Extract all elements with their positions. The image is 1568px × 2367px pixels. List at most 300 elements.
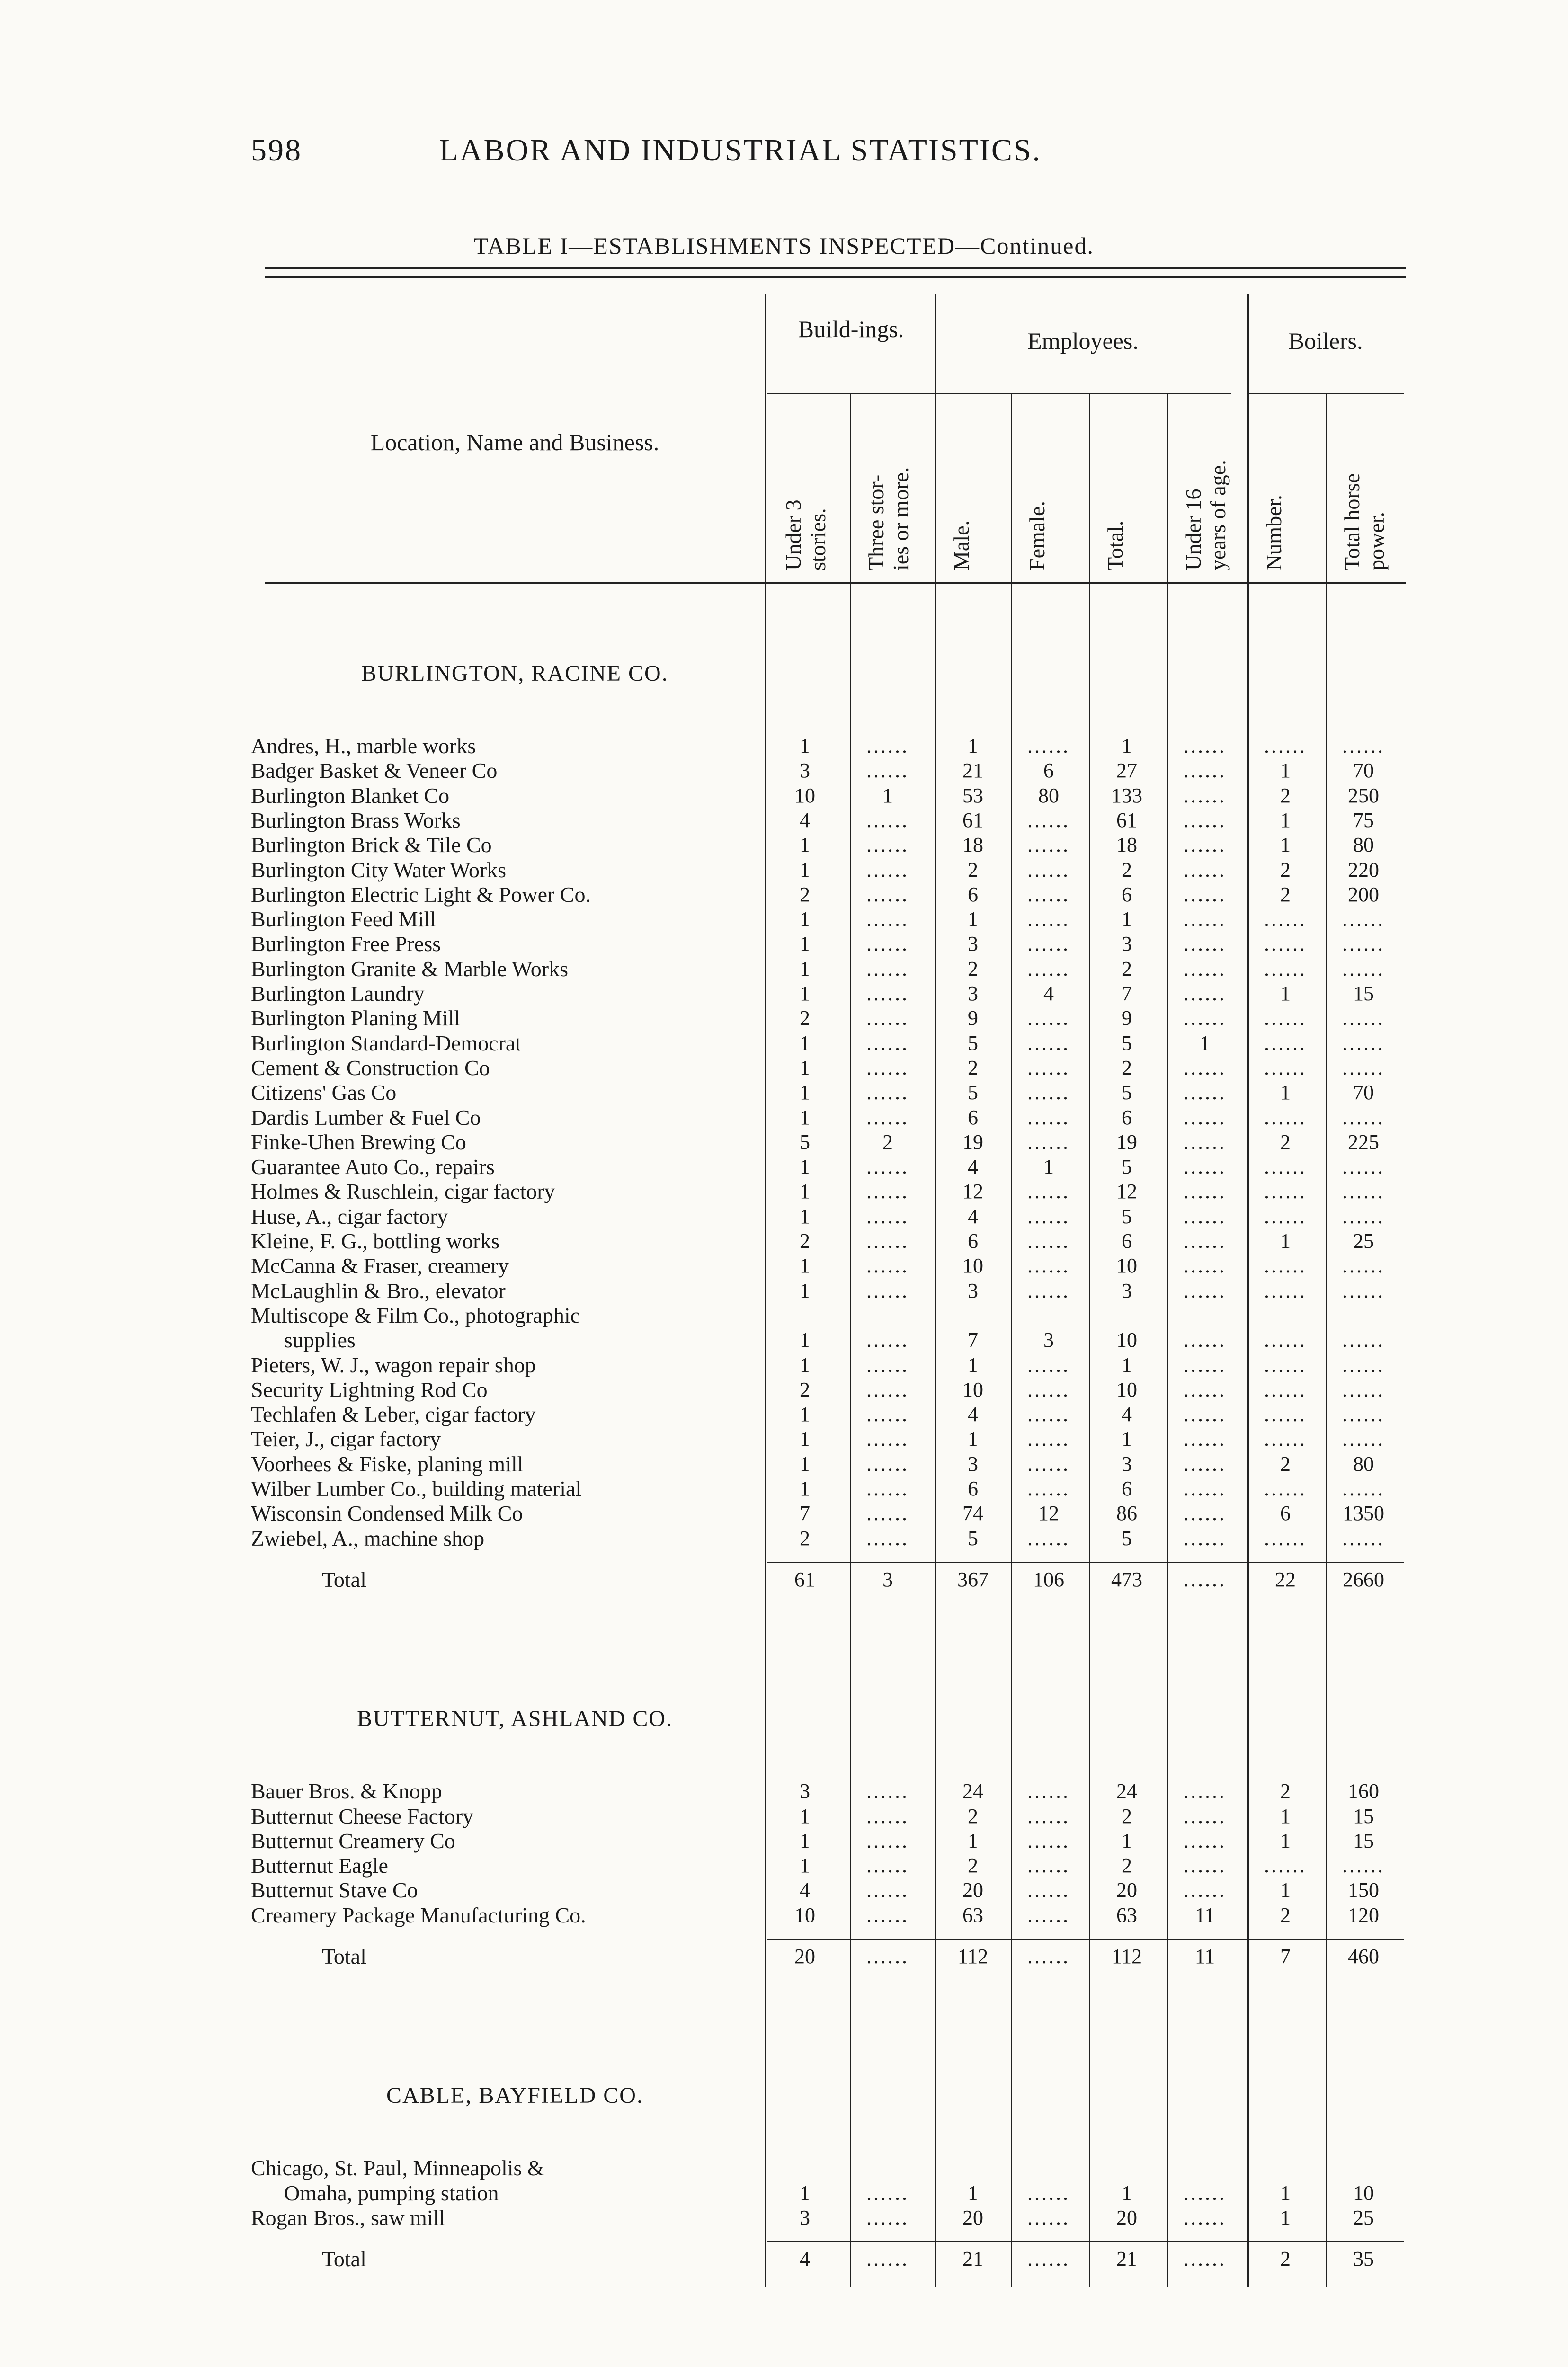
row-cell-col-2: 74	[962, 1502, 983, 1525]
row-cell-col-2: 7	[968, 1328, 978, 1352]
row-cell-col-5: ......	[1184, 833, 1226, 857]
row-cell-col-0: 1	[800, 908, 810, 931]
row-cell-col-6: ......	[1264, 1155, 1307, 1179]
table-row	[0, 1105, 1568, 1130]
table-row	[0, 907, 1568, 932]
row-cell-col-6: 2	[1280, 858, 1291, 881]
table-row	[0, 1804, 1568, 1829]
row-cell-col-5: ......	[1184, 1353, 1226, 1377]
row-cell-col-7: ......	[1342, 1378, 1385, 1401]
row-cell-col-0: 3	[800, 759, 810, 783]
row-cell-col-0: 1	[800, 2181, 810, 2205]
table-row	[0, 1477, 1568, 1501]
column-rule	[850, 393, 851, 2287]
row-cell-col-7: 200	[1348, 882, 1379, 906]
row-cell-col-0: 1	[800, 1031, 810, 1055]
row-cell-col-4: 6	[1122, 1229, 1132, 1253]
header-col-line: Total horse	[1340, 473, 1364, 570]
row-cell-col-7: ......	[1342, 734, 1385, 757]
row-cell-col-6: 1	[1280, 1081, 1291, 1104]
row-cell-col-4: 6	[1122, 1105, 1132, 1129]
row-name: McLaughlin & Bro., elevator	[251, 1278, 506, 1303]
row-cell-col-1: ......	[866, 1502, 909, 1525]
row-cell-col-6: ......	[1264, 1056, 1307, 1079]
row-cell-col-5: ......	[1184, 1829, 1226, 1852]
table-row	[0, 833, 1568, 857]
row-cell-col-0: 7	[800, 1502, 810, 1525]
row-name: Guarantee Auto Co., repairs	[251, 1155, 495, 1179]
row-cell-col-6: 2	[1280, 1130, 1291, 1154]
row-cell-col-5: ......	[1184, 1502, 1226, 1525]
total-cell-col-3: ......	[1027, 2247, 1070, 2271]
total-cell-col-4: 112	[1111, 1945, 1142, 1968]
row-cell-col-0: 1	[800, 1477, 810, 1500]
row-name: Burlington Feed Mill	[251, 907, 436, 932]
row-cell-col-4: 5	[1122, 1204, 1132, 1228]
row-cell-col-3: ......	[1027, 1378, 1070, 1401]
row-cell-col-7: ......	[1342, 932, 1385, 956]
row-cell-col-4: 5	[1122, 1081, 1132, 1104]
total-cell-col-7: 35	[1353, 2247, 1374, 2271]
row-cell-col-0: 1	[800, 932, 810, 956]
row-cell-col-3: ......	[1027, 1081, 1070, 1104]
row-cell-col-2: 61	[962, 808, 983, 832]
row-cell-col-2: 2	[968, 1854, 978, 1878]
row-name: Burlington Free Press	[251, 932, 441, 956]
row-cell-col-1: ......	[866, 1254, 909, 1278]
total-cell-col-7: 2660	[1343, 1567, 1384, 1591]
row-cell-col-4: 133	[1111, 783, 1142, 807]
row-cell-col-3: 12	[1038, 1502, 1059, 1525]
row-cell-col-6: 2	[1280, 1780, 1291, 1803]
table-row	[0, 1526, 1568, 1551]
row-cell-col-1: ......	[866, 882, 909, 906]
total-label: Total	[322, 1944, 366, 1968]
row-cell-col-3: ......	[1027, 1526, 1070, 1550]
table-row	[0, 1353, 1568, 1378]
row-cell-col-7: 25	[1353, 1229, 1374, 1253]
table-row	[0, 808, 1568, 833]
row-cell-col-2: 53	[962, 783, 983, 807]
row-cell-col-0: 10	[794, 1903, 815, 1927]
row-cell-col-7: 150	[1348, 1878, 1379, 1902]
row-name: Badger Basket & Veneer Co	[251, 758, 498, 783]
row-cell-col-4: 1	[1122, 1829, 1132, 1852]
row-cell-col-3: ......	[1027, 1056, 1070, 1079]
row-cell-col-2: 18	[962, 833, 983, 857]
header-col-line: Number.	[1262, 495, 1286, 570]
row-cell-col-6: ......	[1264, 1006, 1307, 1030]
table-top-rule	[265, 267, 1406, 278]
row-cell-col-0: 1	[800, 957, 810, 980]
header-col-line: Male.	[949, 520, 973, 570]
row-name: Multiscope & Film Co., photographic	[251, 1303, 580, 1327]
row-name: Bauer Bros. & Knopp	[251, 1779, 442, 1804]
row-cell-col-6: ......	[1264, 1526, 1307, 1550]
row-cell-col-5: ......	[1184, 1130, 1226, 1154]
total-cell-col-5: 11	[1194, 1945, 1215, 1968]
page-number: 598	[251, 133, 302, 168]
row-cell-col-2: 10	[962, 1378, 983, 1401]
row-cell-col-7: ......	[1342, 1006, 1385, 1030]
row-name: Burlington Blanket Co	[251, 783, 450, 808]
row-cell-col-0: 1	[800, 1854, 810, 1878]
header-col-line: Female.	[1025, 501, 1049, 570]
row-cell-col-4: 4	[1122, 1403, 1132, 1426]
row-cell-col-2: 6	[968, 1105, 978, 1129]
row-cell-col-4: 10	[1116, 1328, 1137, 1352]
row-cell-col-6: ......	[1264, 734, 1307, 757]
row-cell-col-5: ......	[1184, 1452, 1226, 1476]
row-cell-col-3: ......	[1027, 1229, 1070, 1253]
row-cell-col-1: ......	[866, 1229, 909, 1253]
row-cell-col-1: ......	[866, 1427, 909, 1451]
row-name: Zwiebel, A., machine shop	[251, 1526, 485, 1550]
row-cell-col-5: ......	[1184, 1526, 1226, 1550]
row-name: Butternut Cheese Factory	[251, 1804, 474, 1828]
row-cell-col-6: ......	[1264, 1180, 1307, 1203]
row-cell-col-1: ......	[866, 957, 909, 980]
row-cell-col-7: ......	[1342, 1204, 1385, 1228]
row-cell-col-7: ......	[1342, 1328, 1385, 1352]
row-cell-col-5: ......	[1184, 1854, 1226, 1878]
row-cell-col-1: ......	[866, 734, 909, 757]
table-row	[0, 957, 1568, 981]
row-cell-col-7: 70	[1353, 1081, 1374, 1104]
row-cell-col-5: ......	[1184, 1878, 1226, 1902]
row-cell-col-5: ......	[1184, 1477, 1226, 1500]
table-row	[0, 1779, 1568, 1804]
row-name: Techlafen & Leber, cigar factory	[251, 1402, 536, 1427]
table-row	[0, 1229, 1568, 1254]
row-cell-col-2: 3	[968, 1279, 978, 1302]
row-cell-col-6: 1	[1280, 833, 1291, 857]
row-cell-col-7: 220	[1348, 858, 1379, 881]
row-cell-col-5: ......	[1184, 1155, 1226, 1179]
row-cell-col-3: ......	[1027, 1903, 1070, 1927]
row-cell-col-2: 4	[968, 1204, 978, 1228]
row-cell-col-5: ......	[1184, 1006, 1226, 1030]
row-cell-col-5: ......	[1184, 1804, 1226, 1828]
row-cell-col-7: 70	[1353, 759, 1374, 783]
row-cell-col-6: 2	[1280, 1903, 1291, 1927]
row-cell-col-6: 1	[1280, 759, 1291, 783]
table-row	[0, 758, 1568, 783]
row-name: Chicago, St. Paul, Minneapolis &	[251, 2156, 544, 2180]
row-cell-col-5: ......	[1184, 759, 1226, 783]
row-cell-col-5: ......	[1184, 1204, 1226, 1228]
total-cell-col-4: 473	[1111, 1567, 1142, 1591]
row-cell-col-7: 120	[1348, 1903, 1379, 1927]
row-cell-col-5: ......	[1184, 1229, 1226, 1253]
row-cell-col-5: ......	[1184, 882, 1226, 906]
table-row	[0, 882, 1568, 907]
row-cell-col-4: 63	[1116, 1903, 1137, 1927]
header-col-line: Three stor-	[864, 474, 888, 570]
row-cell-col-1: ......	[866, 1780, 909, 1803]
row-name: supplies	[284, 1328, 356, 1353]
header-col-line: power.	[1364, 512, 1389, 570]
row-cell-col-7: 80	[1353, 833, 1374, 857]
row-name: Creamery Package Manufacturing Co.	[251, 1903, 586, 1927]
row-cell-col-2: 5	[968, 1081, 978, 1104]
row-name: Dardis Lumber & Fuel Co	[251, 1105, 481, 1130]
row-cell-col-3: ......	[1027, 1780, 1070, 1803]
row-cell-col-5: ......	[1184, 982, 1226, 1005]
row-cell-col-1: ......	[866, 1854, 909, 1878]
row-cell-col-5: ......	[1184, 2206, 1226, 2229]
row-cell-col-4: 2	[1122, 957, 1132, 980]
row-cell-col-6: ......	[1264, 1378, 1307, 1401]
row-cell-col-7: 25	[1353, 2206, 1374, 2229]
row-cell-col-7: ......	[1342, 1105, 1385, 1129]
row-cell-col-0: 1	[800, 982, 810, 1005]
row-cell-col-2: 20	[962, 2206, 983, 2229]
row-cell-col-4: 20	[1116, 1878, 1137, 1902]
row-cell-col-7: ......	[1342, 1031, 1385, 1055]
row-cell-col-7: 225	[1348, 1130, 1379, 1154]
row-name: Butternut Eagle	[251, 1853, 388, 1878]
row-cell-col-3: ......	[1027, 1829, 1070, 1852]
row-cell-col-4: 9	[1122, 1006, 1132, 1030]
row-cell-col-3: 3	[1043, 1328, 1054, 1352]
row-cell-col-3: ......	[1027, 1804, 1070, 1828]
header-boilers: Boilers.	[1288, 328, 1363, 354]
row-cell-col-2: 4	[968, 1155, 978, 1179]
row-cell-col-4: 7	[1122, 982, 1132, 1005]
header-col-2	[949, 520, 974, 570]
row-cell-col-4: 10	[1116, 1378, 1137, 1401]
row-cell-col-1: ......	[866, 1353, 909, 1377]
row-cell-col-7: 10	[1353, 2181, 1374, 2205]
row-name: Burlington Granite & Marble Works	[251, 956, 569, 981]
header-buildings	[767, 315, 935, 343]
table-row	[0, 1427, 1568, 1451]
row-name: Burlington Laundry	[251, 981, 425, 1006]
row-cell-col-1: ......	[866, 1452, 909, 1476]
row-cell-col-2: 2	[968, 957, 978, 980]
row-cell-col-1: ......	[866, 1105, 909, 1129]
row-cell-col-5: ......	[1184, 1403, 1226, 1426]
row-cell-col-0: 2	[800, 1378, 810, 1401]
row-cell-col-6: ......	[1264, 1254, 1307, 1278]
row-cell-col-0: 1	[800, 1081, 810, 1104]
row-cell-col-4: 5	[1122, 1031, 1132, 1055]
row-cell-col-2: 5	[968, 1526, 978, 1550]
table-row	[0, 981, 1568, 1006]
row-cell-col-6: 1	[1280, 808, 1291, 832]
row-cell-col-7: ......	[1342, 1353, 1385, 1377]
table-row	[0, 1204, 1568, 1229]
row-cell-col-6: 2	[1280, 1452, 1291, 1476]
row-cell-col-2: 6	[968, 882, 978, 906]
row-cell-col-1: ......	[866, 1878, 909, 1902]
running-head-title: LABOR AND INDUSTRIAL STATISTICS.	[439, 133, 1042, 168]
column-rule	[765, 294, 766, 2287]
row-cell-col-6: ......	[1264, 1105, 1307, 1129]
table-row	[0, 1303, 1568, 1328]
row-cell-col-6: 1	[1280, 1229, 1291, 1253]
row-cell-col-2: 63	[962, 1903, 983, 1927]
row-cell-col-2: 3	[968, 982, 978, 1005]
total-cell-col-0: 20	[794, 1945, 815, 1968]
row-cell-col-3: ......	[1027, 734, 1070, 757]
row-cell-col-2: 6	[968, 1477, 978, 1500]
row-name: Huse, A., cigar factory	[251, 1204, 448, 1228]
row-name: Teier, J., cigar factory	[251, 1427, 441, 1451]
row-cell-col-1: ......	[866, 1204, 909, 1228]
table-row	[0, 1328, 1568, 1353]
row-cell-col-7: ......	[1342, 1056, 1385, 1079]
row-cell-col-7: ......	[1342, 1477, 1385, 1500]
row-cell-col-1: ......	[866, 1403, 909, 1426]
row-name: Kleine, F. G., bottling works	[251, 1229, 500, 1253]
table-row	[0, 2156, 1568, 2180]
row-cell-col-4: 6	[1122, 882, 1132, 906]
row-cell-col-0: 4	[800, 1878, 810, 1902]
row-cell-col-4: 2	[1122, 1056, 1132, 1079]
table-row	[0, 1031, 1568, 1056]
row-cell-col-7: ......	[1342, 1854, 1385, 1878]
header-col-line: years of age.	[1206, 460, 1230, 570]
column-rule	[1247, 294, 1249, 2287]
row-cell-col-3: ......	[1027, 1477, 1070, 1500]
row-name: Security Lightning Rod Co	[251, 1377, 488, 1402]
total-cell-col-1: ......	[866, 2247, 909, 2271]
row-cell-col-4: 2	[1122, 858, 1132, 881]
row-cell-col-1: ......	[866, 1829, 909, 1852]
row-name: Wisconsin Condensed Milk Co	[251, 1501, 523, 1526]
row-cell-col-0: 1	[800, 1155, 810, 1179]
row-cell-col-0: 1	[800, 1180, 810, 1203]
table-row	[0, 1378, 1568, 1402]
row-cell-col-5: ......	[1184, 1180, 1226, 1203]
row-cell-col-6: ......	[1264, 1403, 1307, 1426]
row-cell-col-0: 1	[800, 1328, 810, 1352]
row-cell-col-6: ......	[1264, 1328, 1307, 1352]
total-cell-col-0: 61	[794, 1567, 815, 1591]
row-cell-col-5: ......	[1184, 908, 1226, 931]
row-cell-col-2: 1	[968, 1353, 978, 1377]
row-cell-col-6: 2	[1280, 882, 1291, 906]
row-cell-col-5: ......	[1184, 858, 1226, 881]
row-cell-col-3: ......	[1027, 908, 1070, 931]
row-cell-col-6: ......	[1264, 908, 1307, 931]
row-cell-col-3: ......	[1027, 957, 1070, 980]
row-name: Wilber Lumber Co., building material	[251, 1477, 582, 1501]
row-cell-col-3: ......	[1027, 1427, 1070, 1451]
section-title: BURLINGTON, RACINE CO.	[361, 661, 668, 686]
row-cell-col-1: ......	[866, 1031, 909, 1055]
row-cell-col-5: 11	[1194, 1903, 1215, 1927]
row-cell-col-0: 2	[800, 882, 810, 906]
table-title: TABLE I—ESTABLISHMENTS INSPECTED—Continued.	[474, 232, 1094, 259]
header-col-5	[1181, 460, 1230, 570]
row-cell-col-6: 1	[1280, 1878, 1291, 1902]
row-cell-col-1: ......	[866, 1378, 909, 1401]
total-cell-col-1: ......	[866, 1945, 909, 1968]
row-cell-col-0: 1	[800, 1829, 810, 1852]
row-name: Burlington City Water Works	[251, 857, 507, 882]
header-buildings-label: Build-ings.	[798, 316, 904, 342]
row-name: McCanna & Fraser, creamery	[251, 1254, 509, 1278]
total-cell-col-2: 112	[957, 1945, 989, 1968]
row-name: Citizens' Gas Co	[251, 1080, 397, 1105]
row-name: Omaha, pumping station	[284, 2180, 499, 2205]
row-cell-col-2: 2	[968, 858, 978, 881]
row-cell-col-6: ......	[1264, 957, 1307, 980]
table-row	[0, 1402, 1568, 1427]
row-cell-col-2: 1	[968, 908, 978, 931]
table-row	[0, 2181, 1568, 2206]
row-cell-col-2: 20	[962, 1878, 983, 1902]
row-cell-col-7: ......	[1342, 1254, 1385, 1278]
row-cell-col-1: ......	[866, 2181, 909, 2205]
table-row	[0, 1501, 1568, 1526]
total-cell-col-1: 3	[882, 1567, 893, 1591]
header-col-1	[864, 467, 913, 570]
row-cell-col-0: 1	[800, 1353, 810, 1377]
row-cell-col-6: ......	[1264, 1204, 1307, 1228]
row-cell-col-5: ......	[1184, 1279, 1226, 1302]
header-col-line: stories.	[806, 508, 830, 570]
row-cell-col-0: 1	[800, 734, 810, 757]
row-cell-col-3: ......	[1027, 1180, 1070, 1203]
row-cell-col-7: ......	[1342, 1427, 1385, 1451]
row-name: Butternut Stave Co	[251, 1878, 418, 1903]
row-cell-col-5: ......	[1184, 734, 1226, 757]
row-name: Burlington Standard-Democrat	[251, 1031, 522, 1055]
row-cell-col-4: 1	[1122, 1427, 1132, 1451]
table-row	[0, 1254, 1568, 1278]
row-cell-col-5: ......	[1184, 2181, 1226, 2205]
total-label: Total	[322, 2247, 366, 2271]
row-cell-col-3: ......	[1027, 1105, 1070, 1129]
table-row	[0, 1130, 1568, 1155]
header-col-line: Under 3	[781, 499, 805, 570]
row-cell-col-3: ......	[1027, 932, 1070, 956]
table-row	[0, 1452, 1568, 1477]
row-cell-col-4: 3	[1122, 1279, 1132, 1302]
row-cell-col-3: ......	[1027, 808, 1070, 832]
row-cell-col-4: 27	[1116, 759, 1137, 783]
row-cell-col-6: ......	[1264, 1279, 1307, 1302]
row-cell-col-7: 160	[1348, 1780, 1379, 1803]
row-cell-col-3: ......	[1027, 833, 1070, 857]
row-cell-col-5: ......	[1184, 1378, 1226, 1401]
row-name: Cement & Construction Co	[251, 1055, 490, 1080]
header-col-0	[781, 500, 830, 570]
row-cell-col-2: 3	[968, 932, 978, 956]
row-cell-col-5: ......	[1184, 808, 1226, 832]
header-col-4	[1103, 521, 1128, 570]
column-rule	[1167, 393, 1168, 2287]
row-cell-col-4: 19	[1116, 1130, 1137, 1154]
total-cell-col-3: ......	[1027, 1945, 1070, 1968]
running-head	[251, 133, 1042, 169]
table-row	[0, 1903, 1568, 1928]
total-cell-col-0: 4	[800, 2247, 810, 2271]
table-row	[0, 783, 1568, 808]
table-row	[0, 1056, 1568, 1080]
column-rule	[1011, 393, 1012, 2287]
row-cell-col-2: 2	[968, 1056, 978, 1079]
total-separator-rule	[767, 2241, 1404, 2242]
row-cell-col-7: ......	[1342, 908, 1385, 931]
table-row	[0, 1279, 1568, 1303]
row-cell-col-2: 1	[968, 1829, 978, 1852]
row-cell-col-7: 250	[1348, 783, 1379, 807]
